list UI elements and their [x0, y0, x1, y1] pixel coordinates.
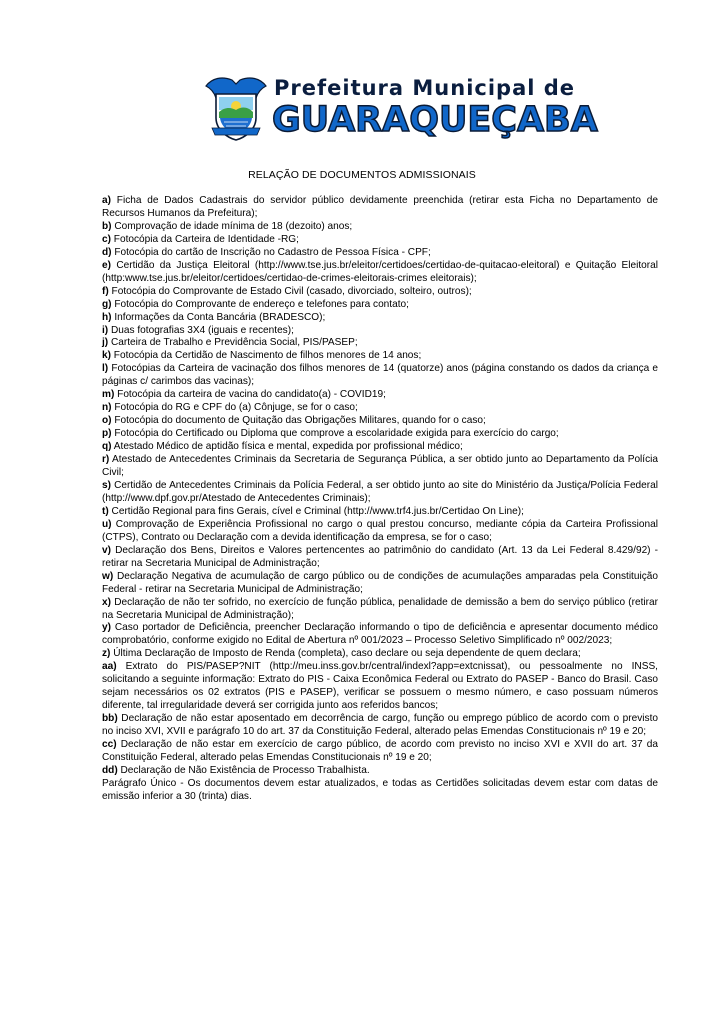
list-item-text: Comprovação de idade mínima de 18 (dezoito) anos; [114, 220, 353, 232]
list-item-letter: x) [102, 596, 111, 608]
list-item-text: Fotocópia do Comprovante de endereço e telefones para contato; [114, 298, 409, 310]
list-item-text: Atestado Médico de aptidão física e mental, expedida por profissional médico; [113, 441, 463, 453]
header-title-line2: GUARAQUEÇABA [272, 100, 598, 140]
list-item-letter: l) [102, 363, 109, 375]
documents-list [102, 195, 658, 778]
list-item-text: Certidão da Justiça Eleitoral (http://www.tse.jus.br/eleitor/certidoes/certidao-de-quitacao-eleitoral) e Quitação Eleitoral (http:www.tse.jus.br/eleitor/certidoes/certidao-de-crimes-eleitorais-crimes eleitorais); [102, 259, 658, 284]
list-item-letter: t) [102, 505, 109, 517]
list-item-text: Fotocópia do documento de Quitação das Obrigações Militares, quando for o caso; [114, 415, 486, 427]
list-item-text: Duas fotografias 3X4 (iguais e recentes); [110, 324, 294, 336]
document-title: RELAÇÃO DE DOCUMENTOS ADMISSIONAIS [248, 169, 476, 181]
list-item-letter: u) [102, 518, 112, 530]
list-item-text: Comprovação de Experiência Profissional no cargo o qual prestou concurso, mediante cópia da Carteira Profissional (CTPS), Contrato ou Declaração com a devida identificação da empresa, se for o caso; [102, 518, 658, 543]
list-item-letter: c) [102, 233, 111, 245]
list-item-letter: h) [102, 311, 112, 323]
list-item [102, 441, 658, 454]
list-item [102, 713, 658, 739]
list-item-letter: s) [102, 479, 111, 491]
municipal-crest-logo [202, 72, 270, 142]
list-item-letter: b) [102, 220, 112, 232]
list-item-text: Declaração de não ter sofrido, no exercício de função pública, penalidade de demissão a bem do serviço público (retirar na Secretaria Municipal de Administração); [102, 596, 658, 621]
list-item-letter: a) [102, 195, 111, 206]
list-item [102, 661, 658, 713]
list-item [102, 299, 658, 312]
list-item-text: Fotocópia do RG e CPF do (a) Cônjuge, se for o caso; [114, 402, 358, 414]
list-item-letter: f) [102, 285, 109, 297]
list-item-text: Fotocópias da Carteira de vacinação dos filhos menores de 14 (quatorze) anos (página constando os dados da criança e páginas c/ carimbos das vacinas); [102, 363, 658, 388]
list-item [102, 337, 658, 350]
list-item-letter: n) [102, 402, 112, 414]
list-item-text: Carteira de Trabalho e Previdência Social, PIS/PASEP; [110, 337, 358, 349]
list-item-letter: dd) [102, 764, 118, 776]
list-item-letter: g) [102, 298, 112, 310]
list-item-letter: j) [102, 337, 109, 349]
list-item-letter: y) [102, 622, 111, 634]
list-item-letter: cc) [102, 739, 117, 751]
list-item-text: Extrato do PIS/PASEP?NIT (http://meu.inss.gov.br/central/indexl?app=extcnissat), ou pessoalmente no INSS, solicitando a seguinte informação: Extrato do PIS - Caixa Econômica Federal ou Extrato do PASEP - Banco do Brasil. Caso sejam necessários os 02 extratos (PIS e PASEP), verificar se possuem o mesmo número, e caso possuam números diferente, tal irregularidade deverá ser corrigida junto aos referidos bancos; [102, 661, 658, 712]
list-item [102, 402, 658, 415]
list-item [102, 325, 658, 338]
list-item [102, 506, 658, 519]
list-item-letter: d) [102, 246, 112, 258]
list-item [102, 260, 658, 286]
list-item [102, 286, 658, 299]
list-item-text: Informações da Conta Bancária (BRADESCO); [114, 311, 326, 323]
list-item-text: Declaração de Não Existência de Processo Trabalhista. [120, 764, 370, 776]
list-item-text: Última Declaração de Imposto de Renda (completa), caso declare ou seja dependente de quem declara; [113, 648, 581, 660]
list-item [102, 247, 658, 260]
list-item [102, 765, 658, 778]
list-item-text: Declaração de não estar em exercício de cargo público, de acordo com previsto no inciso XVI e XVII do art. 37 da Constituição Federal, alterado pelas Emendas Constitucionais nº 19 e 20; [102, 739, 658, 763]
page-header [202, 72, 598, 142]
list-item-text: Fotocópia do Comprovante de Estado Civil (casado, divorciado, solteiro, outros); [111, 285, 472, 297]
list-item-letter: w) [102, 570, 114, 582]
list-item-letter: i) [102, 324, 109, 336]
list-item-letter: p) [102, 428, 112, 440]
list-item [102, 454, 658, 480]
list-item-letter: k) [102, 350, 111, 362]
list-item-letter: v) [102, 544, 111, 556]
list-item [102, 350, 658, 363]
list-item-text: Declaração Negativa de acumulação de cargo público ou de condições de acumulações amparadas pela Constituição Federal - retirar na Secretaria Municipal de Administração; [102, 570, 658, 595]
list-item-letter: z) [102, 648, 111, 660]
list-item-letter: e) [102, 259, 111, 271]
list-item-text: Fotocópia do Certificado ou Diploma que comprove a escolaridade exigida para exercício do cargo; [114, 428, 559, 440]
list-item-letter: m) [102, 389, 115, 401]
closing-paragraph: Parágrafo Único - Os documentos devem estar atualizados, e todas as Certidões solicitadas devem estar com datas de emissão inferior a 30 (trinta) dias. [102, 777, 658, 802]
list-item [102, 195, 658, 221]
list-item [102, 648, 658, 661]
list-item-text: Fotocópia da carteira de vacina do candidato(a) - COVID19; [117, 389, 386, 401]
header-title-line1: Prefeitura Municipal de [274, 76, 576, 100]
list-item-text: Declaração de não estar aposentado em decorrência de cargo, função ou emprego público de acordo com o previsto no inciso XVI, XVII e parágrafo 10 do art. 37 da Constituição Federal, alterado pelas Emendas Constitucionais nº 19 e 20; [102, 713, 659, 738]
list-item [102, 480, 658, 506]
list-item [102, 545, 658, 571]
list-item [102, 739, 658, 765]
list-item-text: Caso portador de Deficiência, preencher Declaração informando o tipo de deficiência e apresentar documento médico comprobatório, conforme exigido no Edital de Abertura nº 001/2023 – Processo Seletivo Simplificado nº 002/2023; [102, 622, 658, 647]
list-item-text: Certidão de Antecedentes Criminais da Polícia Federal, a ser obtido junto ao site do Ministério da Justiça/Polícia Federal (http://www.dpf.gov.pr/Atestado de Antecedentes Criminais); [102, 479, 658, 504]
list-item-text: Fotocópia da Certidão de Nascimento de filhos menores de 14 anos; [113, 350, 422, 362]
list-item-text: Fotocópia do cartão de Inscrição no Cadastro de Pessoa Física - CPF; [114, 246, 431, 258]
list-item-letter: o) [102, 415, 112, 427]
list-item-text: Certidão Regional para fins Gerais, cível e Criminal (http://www.trf4.jus.br/Certidao On Line); [111, 505, 524, 517]
list-item-text: Declaração dos Bens, Direitos e Valores pertencentes ao patrimônio do candidato (Art. 13 da Lei Federal 8.429/92) - retirar na Secretaria Municipal de Administração; [102, 544, 658, 569]
list-item-letter: bb) [102, 713, 118, 725]
list-item [102, 597, 658, 623]
list-item [102, 415, 658, 428]
document-body [102, 195, 658, 804]
list-item [102, 363, 658, 389]
list-item-text: Fotocópia da Carteira de Identidade -RG; [113, 233, 299, 245]
list-item [102, 234, 658, 247]
list-item-text: Ficha de Dados Cadastrais do servidor público devidamente preenchida (retirar esta Ficha no Departamento de Recursos Humanos da Prefeitura); [102, 195, 658, 219]
list-item-letter: r) [102, 454, 110, 466]
list-item-letter: q) [102, 441, 112, 453]
list-item-letter: aa) [102, 661, 117, 673]
list-item [102, 519, 658, 545]
list-item [102, 389, 658, 402]
list-item-text: Atestado de Antecedentes Criminais da Secretaria de Segurança Pública, a ser obtido junto ao Departamento da Polícia Civil; [102, 454, 659, 479]
list-item [102, 622, 658, 648]
list-item [102, 221, 658, 234]
list-item [102, 428, 658, 441]
list-item [102, 571, 658, 597]
list-item [102, 312, 658, 325]
